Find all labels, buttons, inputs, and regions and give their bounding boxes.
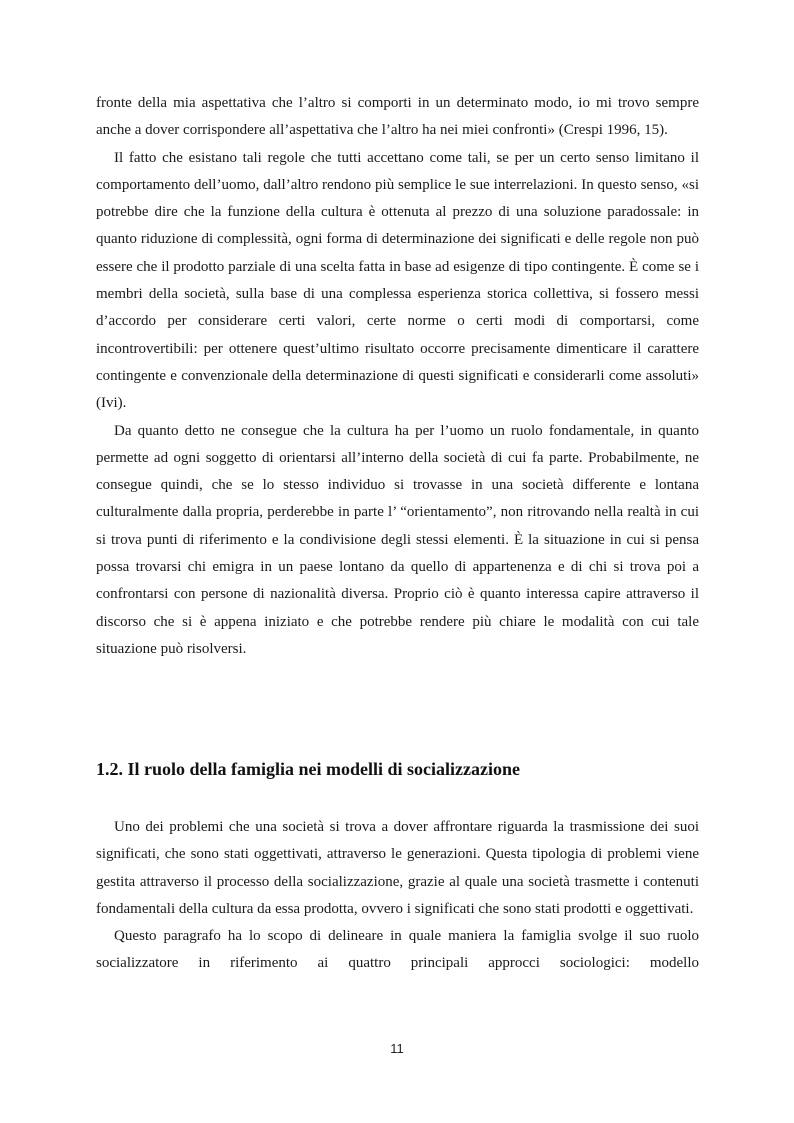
paragraph-family-role: Questo paragrafo ha lo scopo di delineare in quale maniera la famiglia svolge il suo ruolo socializzatore in riferimento ai quattro principali approcci sociologici: modello	[96, 928, 699, 972]
paragraph-cultural-orientation: Da quanto detto ne consegue che la cultura ha per l’uomo un ruolo fondamentale, in quanto permette ad ogni soggetto di orientarsi all’interno della società di cui fa parte. Probabilmente, ne consegue quindi, che se lo stesso individuo si trovasse in una società differente e lontana culturalmente dalla propria, perderebbe in parte l’ “orientamento”, non ritrovando nella realtà in cui si trova punti di riferimento e la condivisione degli stessi elementi. È la situazione in cui si pensa possa trovarsi chi emigra in un paese lontano da quello di appartenenza e di chi si trova poi a confrontarsi con persone di nazionalità diversa. Proprio ciò è quanto interessa capire attraverso il discorso che si è appena iniziato e che potrebbe rendere più chiare le modalità con cui tale situazione può risolversi.	[96, 422, 699, 657]
page-number: 11	[390, 1041, 404, 1056]
paragraph-cultural-rules: Il fatto che esistano tali regole che tutti accettano come tali, se per un certo senso limitano il comportamento dell’uomo, dall’altro rendono più semplice le sue interrelazioni. In questo senso, «si potrebbe dire che la funzione della cultura è ottenuta al prezzo di una soluzione paradossale: in quanto riduzione di complessità, ogni forma di determinazione dei significati e delle regole non può essere che il prodotto parziale di una scelta fatta in base ad esigenze di tipo contingente. È come se i membri della società, sulla base di una complessa esperienza storica collettiva, si fossero messi d’accordo per considerare certi valori, certe norme o certi modi di comportarsi, come incontrovertibili: per ottenere quest’ultimo risultato occorre precisamente dimenticare il carattere contingente e convenzionale della determinazione di questi significati e considerarli come assoluti» (Ivi).	[96, 149, 699, 412]
text-block-before-section	[96, 90, 699, 663]
paragraph-continuation: fronte della mia aspettativa che l’altro si comporti in un determinato modo, io mi trovo sempre anche a dover corrispondere all’aspettativa che l’altro ha nei miei confronti» (Crespi 1996, 15).	[96, 95, 699, 139]
text-block-section-body	[96, 814, 699, 978]
paragraph-socialization: Uno dei problemi che una società si trova a dover affrontare riguarda la trasmissione dei suoi significati, che sono stati oggettivati, attraverso le generazioni. Questa tipologia di problemi viene gestita attraverso il processo della socializzazione, grazie al quale una società trasmette i contenuti fondamentali della cultura da essa prodotta, ovvero i significati che sono stati prodotti e oggettivati.	[96, 819, 699, 917]
section-heading: 1.2. Il ruolo della famiglia nei modelli di socializzazione	[96, 759, 520, 779]
